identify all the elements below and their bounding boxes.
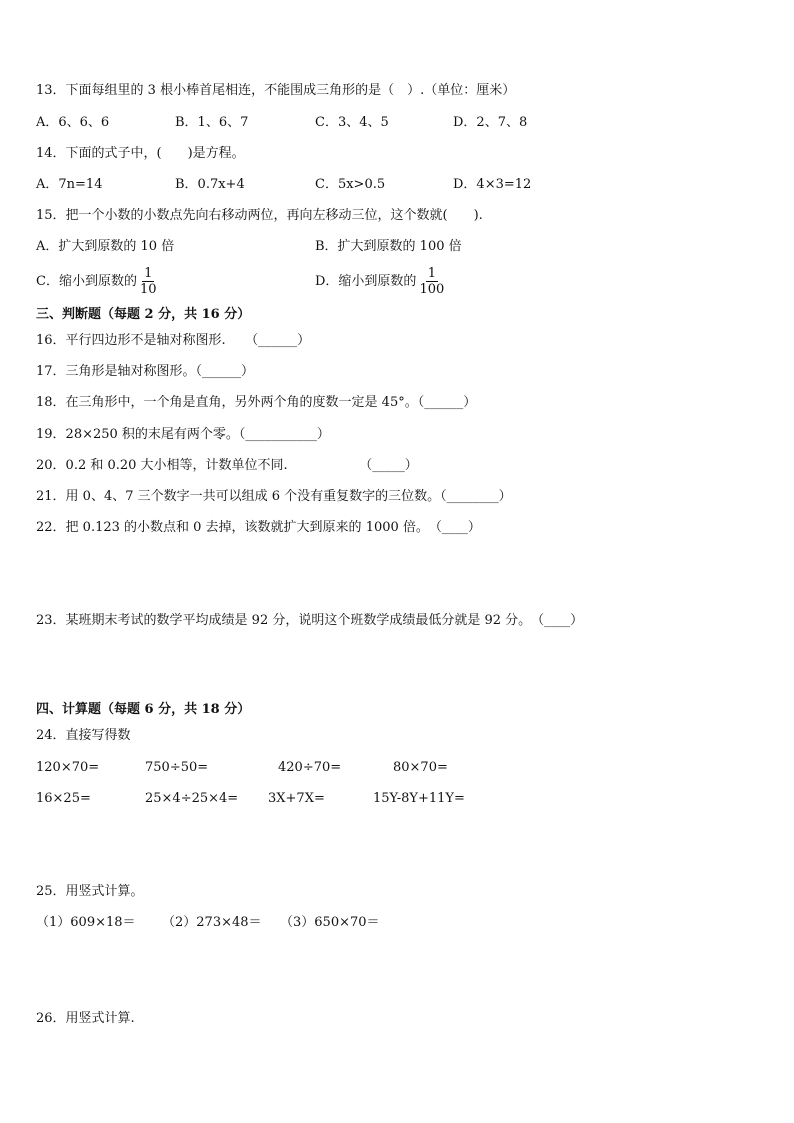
q15-option-a: A．扩大到原数的 10 倍	[36, 239, 175, 254]
q24-item: 15Y-8Y+11Y=	[373, 791, 465, 806]
q13-option-b: B．1、6、7	[175, 115, 249, 130]
q15-option-c	[36, 266, 159, 298]
q14-option-b: B．0.7x+4	[175, 177, 245, 192]
q13-stem: 13．下面每组里的 3 根小棒首尾相连，不能围成三角形的是（ ）.（单位：厘米）	[36, 83, 516, 98]
q20-judgment: 20．0.2 和 0.20 大小相等，计数单位不同. （_____）	[36, 458, 418, 473]
q24-item: 420÷70=	[278, 760, 342, 775]
fraction-denominator: 100	[419, 282, 445, 297]
q25-item: （2）273×48＝	[162, 915, 262, 930]
q13-option-c: C．3、4、5	[315, 115, 389, 130]
q24-item: 120×70=	[36, 760, 100, 775]
q25-stem: 25．用竖式计算。	[36, 884, 144, 899]
q25-item: （1）609×18＝	[36, 915, 136, 930]
q15-option-d	[315, 266, 446, 298]
q17-judgment: 17．三角形是轴对称图形。（______）	[36, 364, 255, 379]
q25-item: （3）650×70＝	[280, 915, 380, 930]
fraction-one-hundredth	[417, 266, 446, 297]
q15-stem: 15．把一个小数的小数点先向右移动两位，再向左移动三位，这个数就( ).	[36, 208, 483, 223]
q16-judgment: 16．平行四边形不是轴对称图形. （______）	[36, 333, 311, 348]
fraction-one-tenth	[138, 266, 159, 297]
fraction-numerator: 1	[144, 266, 153, 281]
q15-option-c-label: C．缩小到原数的	[36, 274, 137, 289]
q18-judgment: 18．在三角形中，一个角是直角，另外两个角的度数一定是 45°。（______）	[36, 395, 477, 410]
q23-judgment: 23．某班期末考试的数学平均成绩是 92 分，说明这个班数学成绩最低分就是 92 分。 （____）	[36, 613, 584, 628]
q15-option-d-label: D．缩小到原数的	[315, 274, 417, 289]
q14-option-c: C．5x>0.5	[315, 177, 386, 192]
q24-item: 16×25=	[36, 791, 91, 806]
q15-option-b: B．扩大到原数的 100 倍	[315, 239, 462, 254]
q24-item: 80×70=	[393, 760, 448, 775]
fraction-denominator: 10	[139, 282, 157, 297]
fraction-numerator: 1	[427, 266, 436, 281]
section4-header: 四、计算题（每题 6 分，共 18 分）	[36, 702, 251, 717]
q26-stem: 26．用竖式计算.	[36, 1011, 135, 1026]
q13-option-a: A．6、6、6	[36, 115, 110, 130]
q24-item: 750÷50=	[145, 760, 209, 775]
q14-stem: 14．下面的式子中，( )是方程。	[36, 146, 245, 161]
section3-header: 三、判断题（每题 2 分，共 16 分）	[36, 307, 251, 322]
q21-judgment: 21．用 0、4、7 三个数字一共可以组成 6 个没有重复数字的三位数。（________）	[36, 489, 512, 504]
q14-option-a: A．7n=14	[36, 177, 103, 192]
q19-judgment: 19．28×250 积的末尾有两个零。（___________）	[36, 427, 330, 442]
q22-judgment: 22．把 0.123 的小数点和 0 去掉，该数就扩大到原来的 1000 倍。 （____）	[36, 520, 481, 535]
q24-stem: 24．直接写得数	[36, 728, 131, 743]
q13-option-d: D．2、7、8	[453, 115, 528, 130]
q24-item: 3X+7X=	[268, 791, 325, 806]
q14-option-d: D．4×3=12	[453, 177, 532, 192]
q24-item: 25×4÷25×4=	[145, 791, 239, 806]
